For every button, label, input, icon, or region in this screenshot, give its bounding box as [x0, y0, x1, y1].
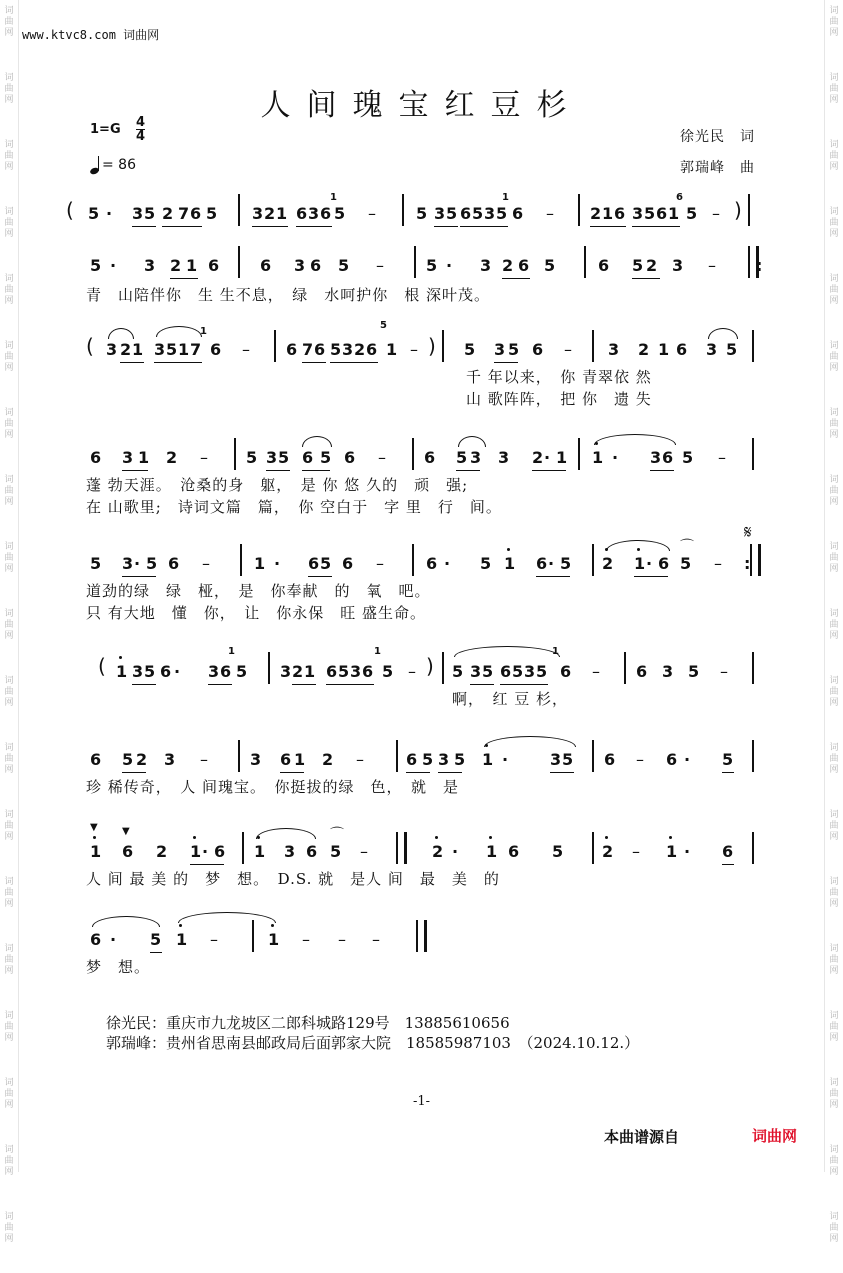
watermark-char: 曲	[829, 1156, 839, 1166]
watermark-char: 曲	[829, 285, 839, 295]
watermark-mark	[4, 140, 13, 173]
watermark-char: 曲	[829, 352, 839, 362]
watermark-char: 词	[829, 944, 839, 954]
watermark-char: 曲	[829, 955, 839, 965]
contact-lyricist: 徐光民：重庆市九龙坡区二郎科城路129号 13885610656	[106, 1014, 510, 1032]
watermark-mark	[829, 6, 838, 39]
watermark-char: 曲	[4, 955, 14, 965]
watermark-char: 词	[829, 207, 839, 217]
notation-row: ( 5 · 3 5 2 7 6 5 3 2 1 6 3 6 1 5 – 5 3 5 6 5 3 5 1 6 – 2 1 6 3 5 6 1 6 5 – )	[62, 204, 762, 228]
watermark-mark	[4, 810, 13, 843]
right-watermark-strip	[824, 0, 843, 1244]
lyric-line-2: 在 山歌里; 诗词文篇 篇， 你 空白于 字 里 行 间。	[86, 498, 502, 516]
watermark-char: 网	[829, 229, 839, 239]
lyric-line-1: 人 间 最 美 的 梦 想。 D.S. 就 是人 间 最 美 的	[86, 870, 500, 888]
watermark-char: 词	[4, 207, 14, 217]
watermark-mark	[829, 1145, 838, 1178]
notation-row: 5 · 3 2 1 6 6 3 6 5 – 5 · 3 2 6 5 6 5 2 3 – :	[62, 256, 762, 280]
watermark-char: 词	[4, 274, 14, 284]
watermark-char: 词	[829, 609, 839, 619]
watermark-mark	[829, 140, 838, 173]
watermark-char: 词	[4, 408, 14, 418]
watermark-char: 网	[829, 1234, 839, 1244]
time-signature-top: 4	[136, 115, 146, 130]
watermark-char: 词	[4, 944, 14, 954]
page-number: -1-	[412, 1094, 431, 1109]
watermark-char: 网	[4, 631, 14, 641]
watermark-char: 曲	[4, 285, 14, 295]
watermark-mark	[829, 341, 838, 374]
watermark-char: 曲	[829, 821, 839, 831]
watermark-char: 曲	[829, 17, 839, 27]
watermark-char: 词	[829, 810, 839, 820]
watermark-char: 网	[4, 765, 14, 775]
watermark-char: 曲	[829, 754, 839, 764]
lyric-line-1: 道劲的绿 绿 桠， 是 你奉献 的 氧 吧。	[86, 582, 431, 600]
watermark-mark	[4, 274, 13, 307]
watermark-mark	[4, 475, 13, 508]
watermark-char: 曲	[829, 419, 839, 429]
watermark-mark	[829, 609, 838, 642]
composer-credit: 郭瑞峰 曲	[680, 160, 755, 176]
time-signature	[136, 116, 145, 143]
watermark-char: 词	[829, 1078, 839, 1088]
watermark-mark	[4, 676, 13, 709]
watermark-char: 词	[829, 274, 839, 284]
watermark-char: 网	[829, 430, 839, 440]
watermark-char: 曲	[829, 1022, 839, 1032]
watermark-mark	[829, 207, 838, 240]
watermark-char: 曲	[829, 151, 839, 161]
watermark-char: 词	[829, 1145, 839, 1155]
accent-icon: ▼	[122, 826, 130, 837]
watermark-mark	[4, 542, 13, 575]
lyric-line-2: 只 有大地 懂 你， 让 你永保 旺 盛生命。	[86, 604, 427, 622]
watermark-char: 词	[4, 743, 14, 753]
watermark-char: 词	[4, 73, 14, 83]
watermark-char: 网	[4, 1100, 14, 1110]
watermark-char: 网	[829, 28, 839, 38]
watermark-mark	[829, 1212, 838, 1245]
watermark-mark	[4, 207, 13, 240]
watermark-mark	[829, 1011, 838, 1044]
watermark-char: 曲	[4, 888, 14, 898]
watermark-char: 词	[829, 1011, 839, 1021]
notation-row: 6 5 2 3 – 3 6 1 2 – 6 5 3 5 1 · 3 5 6 – 6 · 5	[62, 750, 762, 774]
lyric-line-1: 青 山陪伴你 生 生不息， 绿 水呵护你 根 深叶茂。	[86, 286, 491, 304]
accent-icon: ▼	[90, 822, 98, 833]
lyric-line-1: 啊， 红 豆 杉，	[452, 690, 569, 708]
watermark-char: 曲	[4, 352, 14, 362]
tempo-value: = 86	[102, 157, 136, 173]
watermark-mark	[829, 743, 838, 776]
watermark-mark	[829, 877, 838, 910]
watermark-char: 网	[829, 1167, 839, 1177]
notation-row: 6 3 1 2 – 5 3 5 6 5 6 – 6 5 3 3 2 · 1 1 · 3 6 5 –	[62, 448, 762, 472]
watermark-char: 词	[829, 1212, 839, 1222]
watermark-char: 曲	[4, 620, 14, 630]
watermark-char: 词	[829, 542, 839, 552]
watermark-char: 网	[4, 229, 14, 239]
watermark-char: 网	[4, 296, 14, 306]
key-signature: 1=G	[90, 122, 121, 137]
watermark-char: 网	[4, 1167, 14, 1177]
lyricist-credit: 徐光民 词	[680, 129, 755, 145]
watermark-char: 词	[4, 877, 14, 887]
watermark-char: 词	[4, 676, 14, 686]
watermark-char: 曲	[829, 553, 839, 563]
song-title: 人间瑰宝红豆杉	[260, 88, 583, 123]
quarter-note-icon	[90, 156, 100, 174]
watermark-char: 曲	[4, 486, 14, 496]
watermark-char: 词	[4, 1212, 14, 1222]
watermark-char: 曲	[4, 419, 14, 429]
watermark-char: 曲	[4, 1223, 14, 1233]
watermark-char: 词	[4, 609, 14, 619]
lyric-line-2: 山 歌阵阵， 把 你 遗 失	[466, 390, 652, 408]
watermark-mark	[4, 1011, 13, 1044]
left-watermark-strip	[0, 0, 19, 1244]
watermark-char: 词	[4, 1078, 14, 1088]
watermark-char: 曲	[4, 687, 14, 697]
watermark-char: 曲	[829, 1223, 839, 1233]
watermark-char: 曲	[829, 84, 839, 94]
watermark-char: 词	[829, 6, 839, 16]
site-url: www.ktvc8.com 词曲网	[22, 28, 160, 42]
watermark-char: 词	[829, 341, 839, 351]
notation-row: 6 · 5 1 – 1 – – –	[62, 930, 762, 954]
watermark-mark	[829, 676, 838, 709]
watermark-char: 词	[4, 1145, 14, 1155]
watermark-mark	[4, 408, 13, 441]
watermark-char: 网	[829, 95, 839, 105]
watermark-char: 曲	[829, 486, 839, 496]
watermark-mark	[829, 274, 838, 307]
watermark-char: 网	[829, 1033, 839, 1043]
watermark-mark	[4, 877, 13, 910]
watermark-mark	[4, 341, 13, 374]
watermark-mark	[4, 6, 13, 39]
watermark-char: 网	[4, 95, 14, 105]
watermark-mark	[4, 743, 13, 776]
watermark-char: 曲	[4, 553, 14, 563]
watermark-char: 词	[829, 73, 839, 83]
time-signature-bottom: 4	[136, 129, 146, 144]
watermark-mark	[4, 944, 13, 977]
segno-icon: 𝄋	[744, 522, 752, 543]
watermark-char: 曲	[4, 1089, 14, 1099]
watermark-mark	[4, 609, 13, 642]
watermark-char: 网	[4, 966, 14, 976]
watermark-char: 曲	[4, 821, 14, 831]
watermark-char: 网	[829, 296, 839, 306]
watermark-char: 网	[829, 564, 839, 574]
watermark-mark	[829, 475, 838, 508]
watermark-char: 网	[4, 564, 14, 574]
watermark-mark	[829, 810, 838, 843]
watermark-char: 网	[829, 966, 839, 976]
watermark-char: 词	[4, 140, 14, 150]
watermark-char: 曲	[4, 17, 14, 27]
watermark-char: 词	[4, 542, 14, 552]
footer-site-link[interactable]: 词曲网	[752, 1127, 798, 1145]
watermark-char: 曲	[4, 218, 14, 228]
notation-row: 5 3 · 5 6 – 1 · 6 5 6 – 6 · 5 1 6 · 5 2 1 · 6 5 ⌒ – : 𝄋	[62, 554, 762, 578]
watermark-char: 网	[4, 28, 14, 38]
watermark-char: 曲	[829, 1089, 839, 1099]
lyric-line-1: 珍 稀传奇， 人 间瑰宝。 你挺拔的绿 色， 就 是	[86, 778, 460, 796]
watermark-char: 曲	[4, 151, 14, 161]
watermark-char: 曲	[4, 1022, 14, 1032]
watermark-char: 网	[4, 497, 14, 507]
watermark-char: 网	[4, 363, 14, 373]
watermark-mark	[4, 1212, 13, 1245]
watermark-mark	[829, 408, 838, 441]
watermark-char: 曲	[829, 687, 839, 697]
watermark-char: 曲	[829, 620, 839, 630]
watermark-char: 网	[829, 899, 839, 909]
watermark-char: 曲	[4, 84, 14, 94]
watermark-char: 网	[829, 1100, 839, 1110]
watermark-char: 词	[4, 810, 14, 820]
watermark-char: 词	[829, 877, 839, 887]
watermark-char: 网	[4, 1234, 14, 1244]
watermark-char: 网	[829, 765, 839, 775]
watermark-char: 曲	[4, 1156, 14, 1166]
watermark-char: 词	[829, 408, 839, 418]
notation-row: ▼ ▼ 1 6 2 1 · 6 1 3 6 5 ⌒ – 2 · 1 6 5 2 – 1 · 6	[62, 842, 762, 866]
watermark-char: 词	[829, 140, 839, 150]
lyric-line-1: 梦 想。	[86, 958, 151, 976]
watermark-mark	[829, 944, 838, 977]
watermark-char: 曲	[829, 888, 839, 898]
footer-source-label: 本曲谱源自	[604, 1128, 680, 1146]
watermark-char: 网	[4, 430, 14, 440]
watermark-char: 网	[4, 162, 14, 172]
watermark-char: 网	[4, 899, 14, 909]
watermark-char: 网	[4, 698, 14, 708]
watermark-char: 网	[829, 698, 839, 708]
watermark-mark	[4, 1145, 13, 1178]
lyric-line-1: 蓬 勃天涯。 沧桑的身 躯， 是 你 悠 久的 顽 强;	[86, 476, 469, 494]
watermark-char: 词	[4, 341, 14, 351]
watermark-char: 词	[829, 743, 839, 753]
watermark-char: 词	[4, 1011, 14, 1021]
watermark-char: 网	[829, 832, 839, 842]
watermark-char: 曲	[4, 754, 14, 764]
notation-row: ( 1 3 5 6 · 3 6 1 5 3 2 1 6 5 3 6 1 5 – ) 5 3 5 6 5 3 5 1 6 – 6 3 5 –	[62, 662, 762, 686]
watermark-char: 网	[829, 363, 839, 373]
lyric-line-1: 千 年以来， 你 青翠依 然	[466, 368, 652, 386]
watermark-char: 词	[4, 6, 14, 16]
watermark-char: 网	[829, 162, 839, 172]
notation-row: ( 3 2 1 3 5 1 7 1 6 – 6 7 6 5 3 2 6 5 1 – ) 5 3 5 6 – 3 2 1 6 3 5	[62, 340, 762, 364]
watermark-char: 曲	[829, 218, 839, 228]
watermark-char: 词	[829, 475, 839, 485]
contact-composer: 郭瑞峰：贵州省思南县邮政局后面郭家大院 18585987103 （2024.10.12.）	[106, 1034, 640, 1052]
watermark-mark	[829, 542, 838, 575]
watermark-char: 网	[829, 497, 839, 507]
watermark-char: 词	[4, 475, 14, 485]
watermark-char: 网	[4, 832, 14, 842]
watermark-char: 网	[829, 631, 839, 641]
watermark-char: 网	[4, 1033, 14, 1043]
watermark-char: 词	[829, 676, 839, 686]
tempo-marking	[90, 156, 136, 174]
